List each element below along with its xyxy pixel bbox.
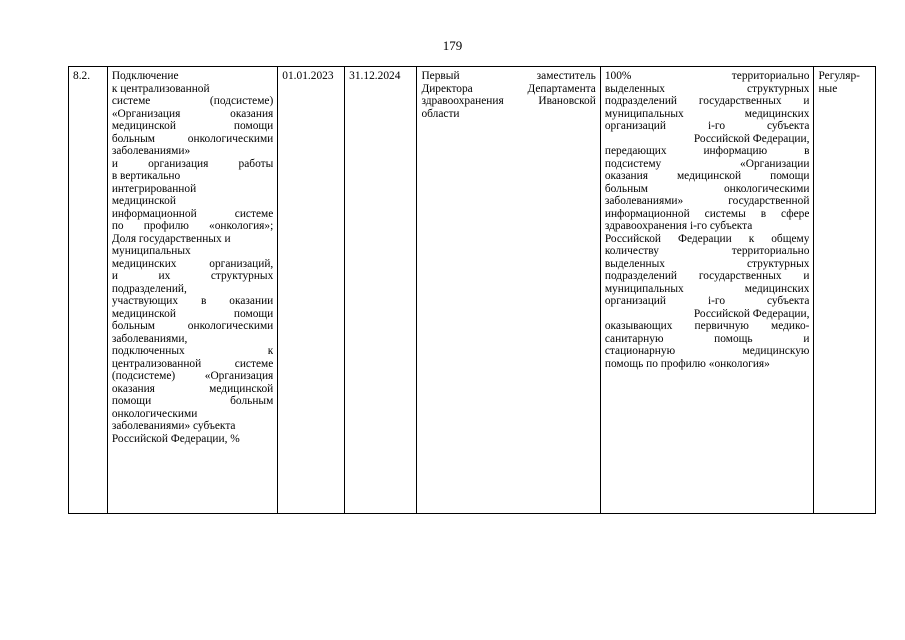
text-line: (подсистеме) «Организация — [111, 370, 274, 382]
text-line: здравоохранения i-го субъекта — [604, 220, 753, 232]
text-line: системе (подсистеме) — [111, 95, 274, 107]
text-line: и организация работы — [111, 157, 274, 170]
text-line: стационарную медицинскую — [604, 345, 810, 357]
text-line: заболеваниями» государственной — [604, 195, 810, 207]
start-date-cell — [278, 67, 345, 514]
text-line: организаций i-го субъекта — [604, 120, 810, 132]
text-line: оказывающих первичную медико- — [604, 320, 810, 332]
text-line: муниципальных медицинских — [604, 107, 810, 120]
text-line: помощи больным — [111, 395, 274, 407]
text-line: 100% территориально — [604, 70, 810, 82]
text-line: ные — [818, 82, 838, 95]
text-line: и их структурных — [111, 270, 274, 282]
text-line: медицинской помощи — [111, 307, 274, 320]
page-number: 179 — [442, 38, 463, 53]
text-line: Доля государственных и — [111, 232, 231, 245]
text-line: заболеваниями» — [111, 145, 191, 157]
text-line: области — [421, 107, 460, 120]
text-line: оказания медицинской — [111, 382, 274, 395]
text-line: информационной системе — [111, 207, 274, 220]
text-line: Директора Департамента — [421, 82, 596, 95]
result-cell — [600, 67, 814, 514]
indicator-text — [112, 70, 273, 445]
text-line: Российской Федерации к общему — [604, 232, 810, 245]
text-line: в вертикально — [111, 170, 181, 182]
text-line: муниципальных — [111, 245, 191, 257]
text-line: оказания медицинской помощи — [604, 170, 810, 182]
text-line: количеству территориально — [604, 245, 810, 257]
text-line: Российской Федерации, % — [111, 432, 240, 445]
text-line: участвующих в оказании — [111, 295, 274, 307]
text-line: подразделений государственных и — [604, 270, 810, 282]
text-line: онкологическими — [111, 407, 198, 420]
end-date: 31.12.2024 — [349, 70, 401, 82]
text-line: медицинской помощи — [111, 120, 274, 132]
text-line: подключенных к — [111, 345, 274, 357]
plan-table — [68, 66, 876, 514]
text-line: Первый заместитель — [421, 70, 596, 82]
end-date-cell — [345, 67, 417, 514]
text-line: больным онкологическими — [111, 132, 274, 145]
text-line: Российской Федерации, — [693, 132, 810, 145]
responsible-text — [421, 70, 595, 120]
text-line: подразделений государственных и — [604, 95, 810, 107]
periodicity-text — [818, 70, 871, 95]
item-number: 8.2. — [73, 70, 91, 82]
text-line: по профилю «онкология»; — [111, 220, 274, 232]
text-line: заболеваниями» субъекта — [111, 420, 236, 432]
text-line: интегрированной — [111, 182, 197, 195]
periodicity-cell — [814, 67, 876, 514]
text-line: информационной системы в сфере — [604, 207, 810, 220]
text-line: Регуляр- — [818, 70, 860, 82]
text-line: медицинских организаций, — [111, 257, 274, 270]
responsible-cell — [417, 67, 600, 514]
text-line: Подключение — [111, 70, 179, 82]
item-number-cell — [69, 67, 108, 514]
text-line: здравоохранения Ивановской — [421, 95, 596, 107]
text-line: помощь по профилю «онкология» — [604, 357, 770, 370]
result-text — [605, 70, 810, 370]
text-line: медицинской — [111, 195, 176, 207]
text-line: Российской Федерации, — [693, 307, 810, 320]
text-line: передающих информацию в — [604, 145, 810, 157]
text-line: выделенных структурных — [604, 82, 810, 95]
indicator-cell — [107, 67, 277, 514]
text-line: организаций i-го субъекта — [604, 295, 810, 307]
text-line: заболеваниями, — [111, 332, 188, 345]
start-date: 01.01.2023 — [282, 70, 334, 82]
text-line: муниципальных медицинских — [604, 282, 810, 295]
text-line: санитарную помощь и — [604, 332, 810, 345]
table-row — [69, 67, 876, 514]
text-line: «Организация оказания — [111, 107, 274, 120]
text-line: больным онкологическими — [111, 320, 274, 332]
text-line: подразделений, — [111, 282, 187, 295]
text-line: выделенных структурных — [604, 257, 810, 270]
text-line: подсистему «Организации — [604, 157, 810, 170]
text-line: к централизованной — [111, 82, 210, 95]
text-line: централизованной системе — [111, 357, 274, 370]
text-line: больным онкологическими — [604, 182, 810, 195]
